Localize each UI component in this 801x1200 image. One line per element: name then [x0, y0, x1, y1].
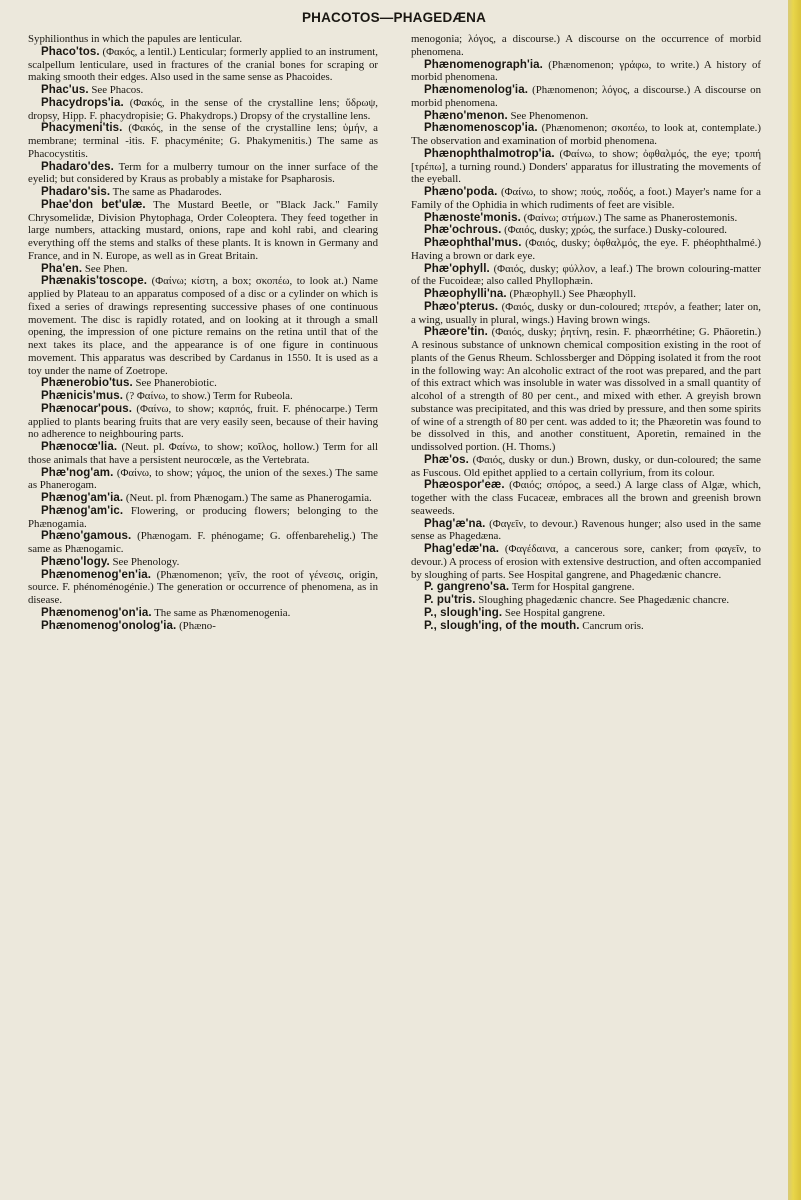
entry-definition: (Φαίνω, to show; καρπός, fruit. F. phénocarpe.) Term applied to plants bearing fruits that are very easily seen, because of their having no adherence to neighbouring parts.	[28, 402, 378, 441]
entry-headword: P., slough'ing.	[424, 606, 503, 619]
entry-headword: Phæore'tin.	[424, 326, 488, 339]
left-column	[28, 33, 378, 1193]
entry-headword: Phacymeni'tis.	[41, 122, 123, 135]
entry-definition: Syphilionthus in which the papules are lenticular.	[28, 33, 243, 45]
entry-headword: Phænomenolog'ia.	[424, 84, 529, 96]
entry-definition: (Phænomenon; γράφω, to write.) A history of morbid phenomena.	[411, 58, 761, 84]
right-column	[411, 33, 761, 1193]
entry-definition: (Φακός, in the sense of the crystalline lens; ὑμήν, a membrane; terminal -itis. F. phacyménite; G. Phakymenitis.) The same as Phacocystitis.	[28, 122, 378, 160]
dictionary-entry	[28, 569, 378, 607]
dictionary-entry	[411, 301, 761, 327]
dictionary-entry	[28, 46, 378, 84]
entry-headword: Phænog'am'ia.	[41, 492, 124, 504]
entry-headword: Phæno'logy.	[41, 555, 110, 568]
entry-definition: See Phacos.	[91, 84, 144, 96]
entry-headword: Phæophthal'mus.	[424, 237, 522, 249]
dictionary-entry	[411, 224, 761, 237]
dictionary-entry	[28, 122, 378, 160]
entry-headword: Phænophthalmotrop'ia.	[424, 147, 555, 160]
entry-definition: (Phæophyll.) See Phæophyll.	[509, 288, 636, 300]
entry-headword: Phænoste'monis.	[424, 211, 521, 224]
entry-headword: Phaco'tos.	[41, 45, 100, 58]
dictionary-entry	[28, 505, 378, 531]
entry-headword: Phænomenog'onolog'ia.	[41, 619, 177, 632]
dictionary-entry	[411, 518, 761, 544]
entry-headword: Pha'en.	[41, 262, 83, 275]
entry-definition: See Phen.	[84, 262, 128, 275]
entry-headword: Phadaro'sis.	[41, 186, 111, 198]
dictionary-entry	[411, 122, 761, 148]
dictionary-entry	[28, 492, 378, 505]
dictionary-entry	[411, 479, 761, 517]
entry-headword: Phæophylli'na.	[424, 288, 507, 300]
dictionary-entry	[411, 212, 761, 225]
dictionary-entry	[28, 403, 378, 441]
dictionary-entry	[411, 454, 761, 480]
dictionary-entry	[411, 543, 761, 581]
entry-definition: (Φαίνω; κίστη, a box; σκοπέω, to look at.) Name applied by Plateau to an apparatus composed of a disc or a cylinder on which is fixed a series of drawings representing successive phases of one continuous movement. The disc is rapidly rotated, and on looking at it through a small opening, the impression of one picture remains on the retina until that of the next takes its place, and the appearance is of one figure in continuous movement. This apparatus was described by Cardanus in 1550. It is used as a toy under the name of Zoetrope.	[28, 275, 378, 377]
entry-definition: (Phæno-	[179, 619, 216, 632]
entry-definition: (Phænomenon; σκοπέω, to look at, contemplate.) The observation and examination of morbid phenomena.	[411, 122, 761, 147]
entry-definition: (? Φαίνω, to show.) Term for Rubeola.	[125, 390, 293, 402]
entry-headword: Phæospor'eæ.	[424, 479, 505, 492]
entry-headword: Phænicis'mus.	[41, 390, 124, 402]
entry-headword: Phæo'pterus.	[424, 300, 499, 313]
entry-headword: Phæ'nog'am.	[41, 466, 114, 479]
entry-definition: (Φαγέδαινα, a cancerous sore, canker; from φαγεῖν, to devour.) A process of erosion with extensive destruction, and often accompanied by sloughing of parts. See Hospital gangrene, and Phagedænic chancre.	[411, 543, 761, 581]
dictionary-entry	[28, 33, 378, 46]
dictionary-entry	[28, 467, 378, 493]
entry-definition: Term for a mulberry tumour on the inner surface of the eyelid; but considered by Kraus as probably a mistake for Psapharosis.	[28, 160, 378, 186]
entry-definition: Cancrum oris.	[582, 619, 644, 632]
dictionary-entry	[411, 607, 761, 620]
dictionary-entry	[28, 620, 378, 633]
entry-headword: P. pu'tris.	[424, 594, 476, 606]
entry-headword: P. gangreno'sa.	[424, 581, 510, 594]
entry-headword: Phænomenog'on'ia.	[41, 606, 152, 619]
entry-headword: Phæ'os.	[424, 453, 469, 466]
entry-headword: Phadaro'des.	[41, 160, 114, 173]
entry-definition: (Φαιός; σπόρος, a seed.) A large class of Algæ, which, together with the class Fucaceæ, embraces all the brown and greenish brown seaweeds.	[411, 479, 761, 517]
dictionary-entry	[411, 288, 761, 301]
dictionary-entry	[28, 441, 378, 467]
entry-definition: (Φαίνω, to show; πούς, ποδός, a foot.) Mayer's name for a Family of the Ophidia in which rudiments of feet are visible.	[411, 186, 761, 211]
dictionary-entry	[28, 263, 378, 276]
dictionary-entry	[28, 161, 378, 187]
entry-definition: (Φαιός, dusky or dun.) Brown, dusky, or dun-coloured; the same as Fuscous. Old epithet applied to a certain collyrium, from its colour.	[411, 453, 761, 479]
entry-headword: Phæ'ophyll.	[424, 262, 490, 275]
entry-headword: Phacydrops'ia.	[41, 96, 124, 109]
dictionary-entry	[28, 556, 378, 569]
entry-headword: Phag'æ'na.	[424, 517, 486, 530]
entry-definition: (Φακός, in the sense of the crystalline lens; ὕδρωψ, dropsy, Hipp. F. phacydropisie; G. Phakydrops.) Dropsy of the crystalline lens.	[28, 96, 378, 122]
dictionary-entry	[411, 186, 761, 212]
entry-headword: Phæno'poda.	[424, 186, 498, 198]
entry-definition: Sloughing phagedænic chancre. See Phagedænic chancre.	[478, 594, 730, 606]
entry-definition: Term for Hospital gangrene.	[511, 581, 635, 594]
dictionary-entry	[28, 530, 378, 556]
dictionary-entry	[28, 377, 378, 390]
dictionary-entry	[28, 199, 378, 263]
entry-headword: Phac'us.	[41, 84, 89, 96]
dictionary-entry	[28, 607, 378, 620]
dictionary-entry	[411, 59, 761, 85]
entry-definition: See Phenology.	[112, 555, 180, 568]
dictionary-entry	[411, 581, 761, 594]
entry-definition: See Phenomenon.	[510, 109, 589, 122]
dictionary-entry	[28, 84, 378, 97]
entry-headword: Phae'don bet'ulæ.	[41, 198, 146, 211]
entry-headword: Phænog'am'ic.	[41, 504, 124, 517]
entry-headword: Phænocar'pous.	[41, 402, 133, 415]
entry-headword: Phænomenog'en'ia.	[41, 568, 152, 581]
dictionary-entry	[28, 275, 378, 377]
entry-definition: (Φαιός, dusky; ὀφθαλμός, the eye. F. phéophthalmé.) Having a brown or dark eye.	[411, 237, 761, 262]
entry-definition: (Φαιός, dusky or dun-coloured; πτερόν, a feather; later on, a wing, usually in plural, wings.) Having brown wings.	[411, 300, 761, 326]
entry-definition: menogonia; λόγος, a discourse.) A discourse on the occurrence of morbid phenomena.	[411, 33, 761, 58]
entry-definition: (Phænomenon; λόγος, a discourse.) A discourse on morbid phenomena.	[411, 84, 761, 109]
entry-definition: (Phænomenon; γεῖν, the root of γένεσις, origin, source. F. phénoménogénie.) The generation or occurrence of phenomena, as in disease.	[28, 568, 378, 606]
entry-definition: The same as Phænomenogenia.	[154, 606, 291, 619]
dictionary-entry	[411, 110, 761, 123]
running-head: PHACOTOS—PHAGEDÆNA	[301, 10, 487, 25]
entry-definition: (Φαίνω, to show; γάμος, the union of the sexes.) The same as Phanerogam.	[28, 466, 378, 492]
dictionary-entry	[28, 186, 378, 199]
entry-definition: (Φαγεῖν, to devour.) Ravenous hunger; also used in the same sense as Phagedæna.	[411, 517, 761, 543]
entry-definition: The Mustard Beetle, or "Black Jack." Family Chrysomelidæ, Division Phytophaga, Order Coleoptera. They feed together in large numbers, attacking mustard, onions, rape and kohl rabi, and clearing everything off the stems and stalks of these plants. It is known in Germany and France, and in N. Europe, as well as in Great Britain.	[28, 198, 378, 262]
entry-definition: (Neut. pl. Φαίνω, to show; κοῖλος, hollow.) Term for all those animals that have a persistent neurocœle, as the Vertebrata.	[28, 441, 378, 466]
entry-headword: P., slough'ing, of the mouth.	[424, 619, 580, 632]
entry-definition: See Phanerobiotic.	[135, 377, 217, 390]
dictionary-entry	[411, 84, 761, 110]
dictionary-entry	[28, 390, 378, 403]
dictionary-entry	[411, 594, 761, 607]
entry-definition: (Neut. pl. from Phænogam.) The same as Phanerogamia.	[125, 492, 372, 504]
entry-definition: The same as Phadarodes.	[112, 186, 222, 198]
entry-headword: Phæno'menon.	[424, 109, 508, 122]
entry-definition: (Φαίνω; στήμων.) The same as Phanerostemonis.	[523, 211, 738, 224]
entry-headword: Phænomenograph'ia.	[424, 58, 543, 71]
entry-headword: Phænomenoscop'ia.	[424, 122, 538, 135]
entry-definition: (Φακός, a lentil.) Lenticular; formerly applied to an instrument, scalpellum lenticulare, used in fractures of the cranial bones for scraping or making smooth their edges. Also used in the same sense as Phacoides.	[28, 45, 378, 84]
entry-definition: (Φαιός, dusky; ῥητίνη, resin. F. phæorrhétine; G. Phäoretin.) A resinous substance of unknown chemical composition existing in the root of plants of the Genus Rheum. Schlossberger and Döpping isolated it from the root in the following way: An alcoholic extract of the root was prepared, and the part of this extract which was insoluble in water was dissolved in a small quantity of alcohol of a strength of 80 per cent., and mixed with ether. A greyish brown substance was precipitated, and this was dried by pressure, and then some spirits of wine of a strength of 80 per cent. was added to it; the Phæoretin was found to be dissolved in this, and another constituent, Aporetin, remained in the undissolved portion. (H. Thoms.)	[411, 326, 761, 453]
entry-definition: (Phænogam. F. phénogame; G. offenbarehelig.) The same as Phænogamic.	[28, 530, 378, 555]
dictionary-entry	[411, 148, 761, 186]
dictionary-entry	[28, 97, 378, 123]
entry-headword: Phag'edæ'na.	[424, 543, 500, 555]
dictionary-entry	[411, 326, 761, 454]
entry-definition: (Φαίνω, to show; ὀφθαλμός, the eye; τροπή [τρέπω], a turning round.) Donders' apparatus for illustrating the movements of the eyeball.	[411, 147, 761, 186]
entry-definition: (Φαιός, dusky; χρώς, the surface.) Dusky-coloured.	[504, 224, 727, 237]
dictionary-entry	[411, 237, 761, 263]
entry-definition: Flowering, or producing flowers; belonging to the Phænogamia.	[28, 504, 378, 530]
entry-headword: Phænocœ'lia.	[41, 441, 118, 453]
entry-definition: (Φαιός, dusky; φύλλον, a leaf.) The brown colouring-matter of the Fucoideæ; also called Phyllophæin.	[411, 262, 761, 288]
dictionary-entry	[411, 263, 761, 289]
dictionary-entry	[411, 620, 761, 633]
entry-headword: Phænakis'toscope.	[41, 275, 148, 288]
entry-definition: See Hospital gangrene.	[504, 606, 606, 619]
page-edge-strip	[788, 0, 801, 1200]
entry-headword: Phæno'gamous.	[41, 530, 132, 543]
dictionary-entry	[411, 33, 761, 59]
entry-headword: Phæ'ochrous.	[424, 224, 502, 237]
entry-headword: Phænerobio'tus.	[41, 377, 133, 390]
